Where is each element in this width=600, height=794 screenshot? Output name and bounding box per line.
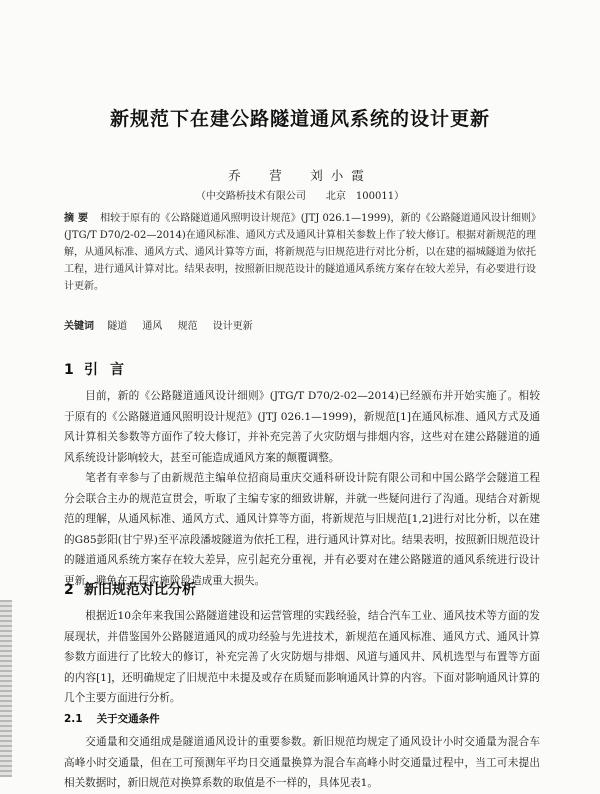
section-2-1-title: 关于交通条件 <box>96 713 160 725</box>
keywords-label: 关键词 <box>64 321 94 332</box>
paper-authors: 乔 营 刘小霞 <box>228 168 372 183</box>
keywords <box>64 317 265 332</box>
section-2-1-paragraph: 交通量和交通组成是隧道通风设计的重要参数。新旧规范均规定了通风设计小时交通量为混合车高峰小时交通量，但在工可预测年平均日交通量换算为混合车高峰小时交通量过程中，当工可未提出相关数据时，新旧规范对换算系数的取值是不一样的，具体见表1。 <box>64 736 540 789</box>
section-2-number: 2 <box>64 582 74 598</box>
keyword: 隧道 <box>107 321 128 332</box>
keyword: 规范 <box>177 321 198 332</box>
keyword: 通风 <box>142 321 163 332</box>
section-1-title: 引言 <box>84 362 136 378</box>
section-2-title: 新旧规范对比分析 <box>84 582 196 598</box>
paper-affiliation: （中交路桥技术有限公司 北京 100011） <box>195 191 405 202</box>
section-1-heading <box>64 359 136 379</box>
section-1-number: 1 <box>64 362 86 378</box>
section-1-paragraph-1: 目前，新的《公路隧道通风设计细则》(JTG/T D70/2-02—2014)已经颁布并开始实施了。相较于原有的《公路隧道通风照明设计规范》(JTJ 026.1—1999)，新规范[1]在通风标准、通风方式及通风计算相关参数等方面作了较大修订，并补充完善了火灾防烟与排烟内容，这些对在建公路隧道的通风系统设计影响较大，甚至可能造成通风方案的颠覆调整。 <box>64 390 540 464</box>
paper-title: 新规范下在建公路隧道通风系统的设计更新 <box>109 108 490 130</box>
abstract-text: 相较于原有的《公路隧道通风照明设计规范》(JTJ 026.1—1999)，新的《公路隧道通风设计细则》(JTG/T D70/2-02—2014)在通风标准、通风方式及通风计算相关参数上作了较大修订。根据对新规范的理解，从通风标准、通风方式、通风计算等方面，将新规范与旧规范进行对比分析，以在建的福城隧道为依托工程，进行通风计算对比。结果表明，按照新旧规范设计的隧道通风系统方案存在较大差异，有必要进行设计更新。 <box>64 213 537 292</box>
scan-edge-artifact <box>0 600 12 777</box>
abstract <box>64 210 536 295</box>
section-2-1-number: 2.1 <box>64 713 83 725</box>
abstract-label: 摘要 <box>64 213 93 224</box>
section-2-1-heading <box>64 711 160 726</box>
section-2-paragraph: 根据近10余年来我国公路隧道建设和运营管理的实践经验，结合汽车工业、通风技术等方面的发展现状，并借鉴国外公路隧道通风的成功经验与先进技术，新规范在通风标准、通风方式、通风计算参数方面进行了比较大的修订，补充完善了火灾防烟与排烟、风道与通风井、风机选型与布置等方面的内容[1]，还明确规定了旧规范中未提及或存在质疑而影响通风计算的内容。下面对影响通风计算的几个主要方面进行分析。 <box>64 610 540 704</box>
section-1-paragraph-2: 笔者有幸参与了由新规范主编单位招商局重庆交通科研设计院有限公司和中国公路学会隧道工程分会联合主办的规范宣贯会，听取了主编专家的细致讲解，并就一些疑问进行了沟通。现结合对新规范的理解，从通风标准、通风方式、通风计算等方面，将新规范与旧规范[1,2]进行对比分析，以在建的G85彭阳(甘宁界)至平凉段潘坡隧道为依托工程，进行通风计算对比。结果表明，按照新旧规范设计的隧道通风系统方案存在较大差异，应引起充分重视，并有必要对在建公路隧道的通风系统进行设计更新，避免在工程实施阶段造成重大损失。 <box>64 472 540 587</box>
keyword: 设计更新 <box>212 321 253 332</box>
section-2-heading <box>64 579 196 599</box>
